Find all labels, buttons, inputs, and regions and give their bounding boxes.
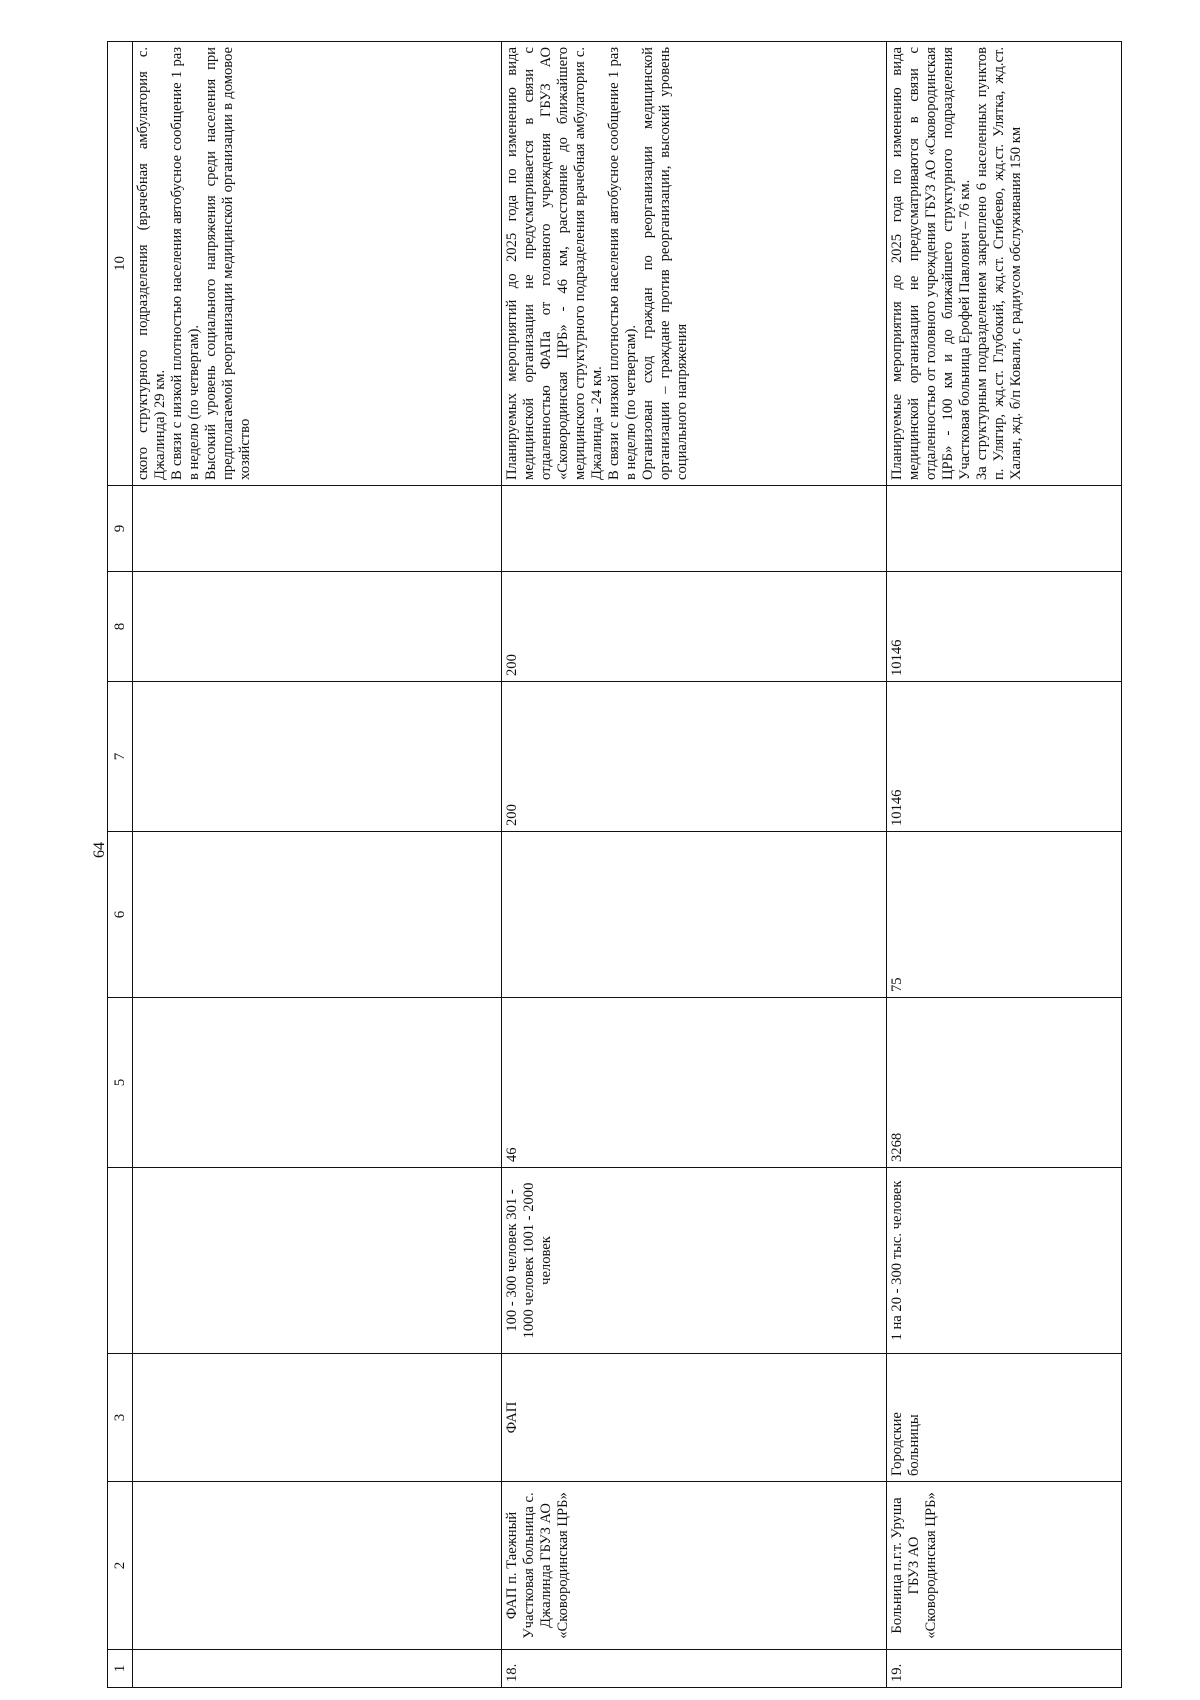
value-col9 — [887, 486, 1122, 572]
table-row — [133, 42, 502, 1688]
notes-cell — [502, 42, 887, 486]
facility-name: Больница п.г.т. Уруша ГБУЗ АО «Сковородинская ЦРБ» — [887, 1482, 1122, 1650]
row-number: 19. — [887, 1650, 1122, 1688]
facility-name — [133, 1482, 502, 1650]
value-col5 — [133, 998, 502, 1168]
column-header: 2 — [108, 1482, 133, 1650]
facility-type: ФАП — [502, 1354, 887, 1482]
note-paragraph: Планируемые мероприятия до 2025 года по изменению вида медицинской организации не предусматриваются в связи с отдаленностью от головного учреждения ГБУЗ АО «Сковородинская ЦРБ» - 100 км и до ближайшего структурного подразделения Участковая больница Ерофей Павлович – 76 км. — [889, 47, 973, 480]
facility-type — [133, 1354, 502, 1482]
value-col8: 10146 — [887, 572, 1122, 682]
value-col7: 10146 — [887, 682, 1122, 832]
value-col9 — [502, 486, 887, 572]
population-range: 100 - 300 человек 301 - 1000 человек 1001 - 2000 человек — [502, 1168, 887, 1354]
value-col7 — [133, 682, 502, 832]
value-col9 — [133, 486, 502, 572]
data-table — [107, 41, 1122, 1688]
value-col5: 46 — [502, 998, 887, 1168]
note-paragraph: Организован сход граждан по реорганизации медицинской организации – граждане против реорганизации, высокий уровень социального напряжения — [640, 47, 690, 480]
column-header: 1 — [108, 1650, 133, 1688]
value-col8: 200 — [502, 572, 887, 682]
rotated-page-content — [107, 42, 1112, 1688]
column-header: 8 — [108, 572, 133, 682]
value-col5: 3268 — [887, 998, 1122, 1168]
population-range: 1 на 20 - 300 тыс. человек — [887, 1168, 1122, 1354]
facility-type: Городские больницы — [887, 1354, 1122, 1482]
note-paragraph: За структурным подразделением закреплено 6 населенных пунктов п. Улягир, жд.ст. Глубокий, жд.ст. Сгибеево, жд.ст. Улятка, жд.ст. Халан, жд. б/п Ковали, с радиусом обслуживания 150 км — [974, 47, 1024, 480]
note-paragraph: В связи с низкой плотностью населения автобусное сообщение 1 раз в неделю (по четвергам). — [606, 47, 639, 480]
note-paragraph: Высокий уровень социального напряжения среди населения при предполагаемой реорганизации медицинской организации в домовое хозяйство — [203, 47, 253, 480]
value-col7: 200 — [502, 682, 887, 832]
column-header: 10 — [108, 42, 133, 486]
row-number: 18. — [502, 1650, 887, 1688]
column-header: 3 — [108, 1354, 133, 1482]
row-number — [133, 1650, 502, 1688]
population-range — [133, 1168, 502, 1354]
column-header — [108, 1168, 133, 1354]
column-header: 9 — [108, 486, 133, 572]
note-paragraph: Планируемых мероприятий до 2025 года по изменению вида медицинской организации не предусматривается в связи с отдаленностью ФАПа от головного учреждения ГБУЗ АО «Сковородинская ЦРБ» - 46 км, расстояние до ближайшего медицинского структурного подразделения врачебная амбулатория с. Джалинда - 24 км. — [504, 47, 605, 480]
column-header: 7 — [108, 682, 133, 832]
note-paragraph: В связи с низкой плотностью населения автобусное сообщение 1 раз в неделю (по четвергам). — [169, 47, 202, 480]
note-paragraph: ского структурного подразделения (врачебная амбулатория с. Джалинда) 29 км. — [135, 47, 168, 480]
column-header: 6 — [108, 832, 133, 998]
table-row — [502, 42, 887, 1688]
facility-name: ФАП п. Таежный Участковая больница с. Джалинда ГБУЗ АО «Сковородинская ЦРБ» — [502, 1482, 887, 1650]
column-header: 5 — [108, 998, 133, 1168]
value-col8 — [133, 572, 502, 682]
value-col6: 75 — [887, 832, 1122, 998]
page-number: 64 — [91, 842, 108, 858]
notes-cell — [887, 42, 1122, 486]
notes-cell — [133, 42, 502, 486]
value-col6 — [502, 832, 887, 998]
value-col6 — [133, 832, 502, 998]
table-row — [887, 42, 1122, 1688]
header-row — [108, 42, 133, 1688]
